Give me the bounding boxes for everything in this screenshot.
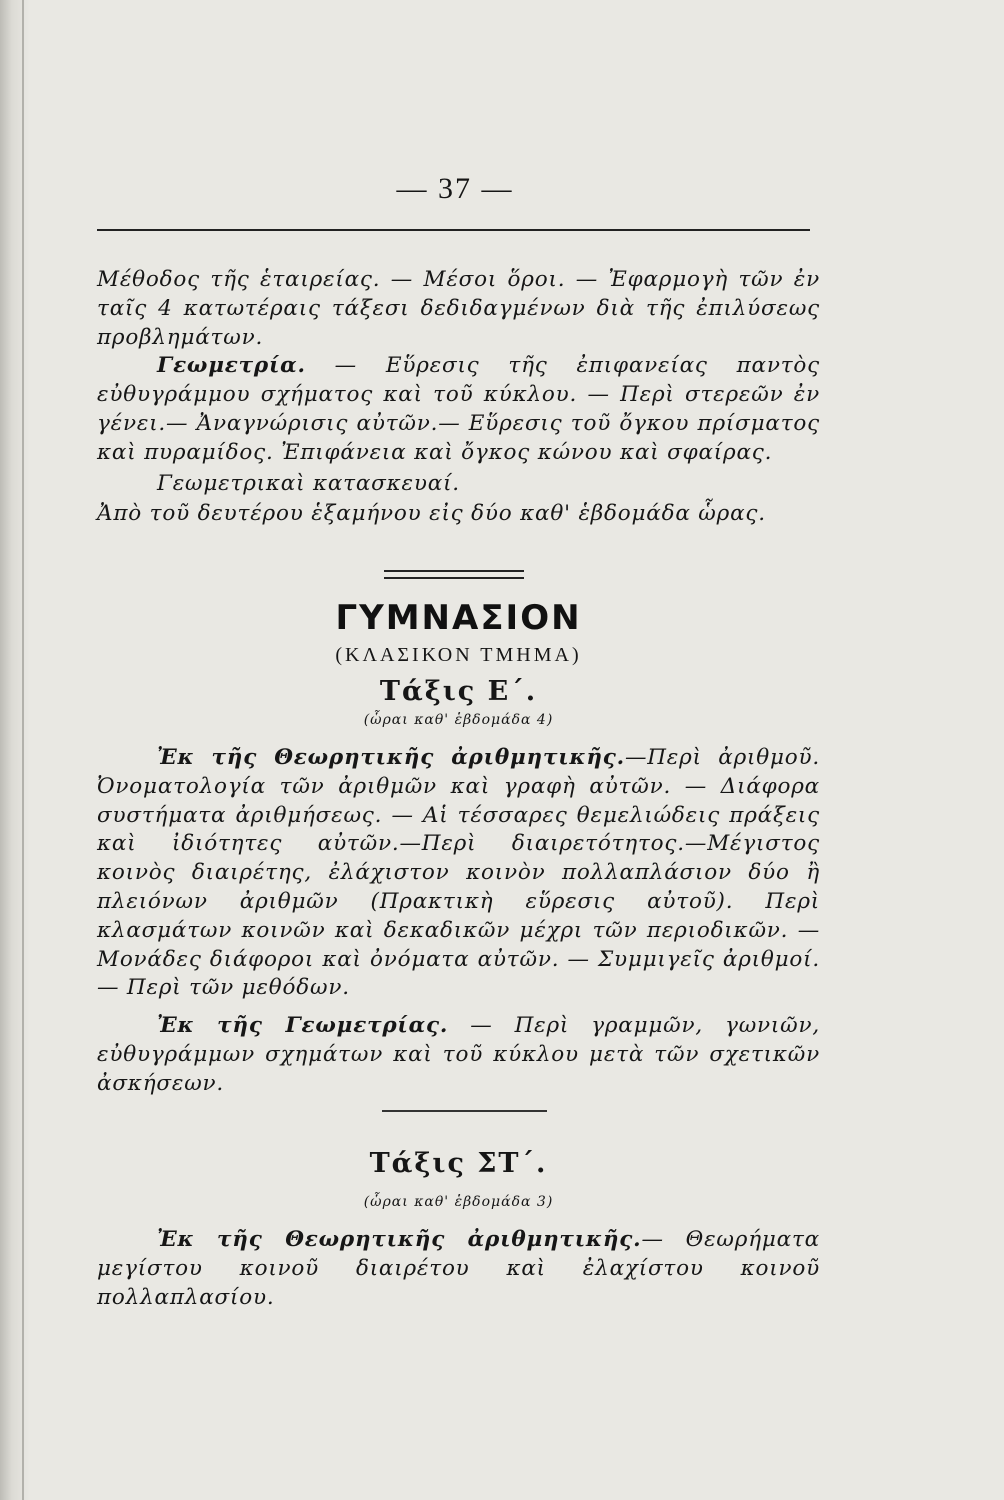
class-st-arithmetic-heading: Ἐκ τῆς Θεωρητικῆς ἀριθμητικῆς. (157, 1227, 642, 1252)
class-e-arithmetic (97, 744, 820, 1003)
paragraph-method: Μέθοδος τῆς ἑταιρείας. — Μέσοι ὅροι. — Ἐφαρμογὴ τῶν ἐν ταῖς 4 κατωτέραις τάξεσι δεδιδαγμένων διὰ τῆς ἐπιλύσεως προβλημάτων. (97, 267, 820, 350)
gymnasium-subtitle: (ΚΛΑΣΙΚΟΝ ΤΜΗΜΑ) (335, 644, 582, 666)
class-e-geometry (97, 1012, 820, 1098)
page-edge-shadow (0, 0, 30, 1500)
class-st-hours: (ὧραι καθ' ἑβδομάδα 3) (363, 1194, 554, 1210)
geometry-heading: Γεωμετρία. (157, 353, 306, 379)
class-e-geometry-text: — Περὶ γραμμῶν, γωνιῶν, εὐθυγράμμων σχημάτων καὶ τοῦ κύκλου μετὰ τῶν σχετικῶν ἀσκήσεων. (97, 1013, 820, 1096)
geometry-text: — Εὕρεσις τῆς ἐπιφανείας παντὸς εὐθυγράμμου σχήματος καὶ τοῦ κύκλου. — Περὶ στερεῶν ἐν γένει.— Ἀναγνώρισις αὐτῶν.— Εὕρεσις τοῦ ὄγκου πρίσματος καὶ πυραμίδος. Ἐπιφάνεια καὶ ὄγκος κώνου καὶ σφαίρας. (97, 353, 820, 465)
header-rule (97, 229, 810, 231)
paragraph-geometry (97, 352, 820, 467)
double-divider (384, 570, 524, 579)
paragraph-constructions: Γεωμετρικαὶ κατασκευαί. (157, 470, 460, 496)
page-number: — 37 — (396, 172, 514, 205)
class-st-content (97, 1226, 820, 1312)
class-e-hours: (ὧραι καθ' ἑβδομάδα 4) (363, 712, 554, 728)
page-edge-line (22, 0, 24, 1500)
section-divider (382, 1110, 547, 1112)
class-e-arithmetic-heading: Ἐκ τῆς Θεωρητικῆς ἀριθμητικῆς. (157, 745, 625, 770)
gymnasium-title: ΓΥΜΝΑΣΙΟΝ (335, 598, 582, 638)
class-e-title: Τάξις Ε΄. (379, 676, 538, 707)
section-block-1 (97, 266, 820, 529)
paragraph-schedule: Ἀπὸ τοῦ δευτέρου ἑξαμήνου εἰς δύο καθ' ἑβδομάδα ὧρας. (97, 501, 766, 527)
class-e-geometry-heading: Ἐκ τῆς Γεωμετρίας. (157, 1013, 449, 1039)
class-st-arithmetic (97, 1226, 820, 1312)
class-st-arithmetic-text: — Θεωρήματα μεγίστου κοινοῦ διαιρέτου καὶ ἐλαχίστου κοινοῦ πολλαπλασίου. (97, 1227, 820, 1310)
class-e-arithmetic-text: —Περὶ ἀριθμοῦ. Ὀνοματολογία τῶν ἀριθμῶν καὶ γραφὴ αὐτῶν. — Διάφορα συστήματα ἀριθμήσεως. — Αἱ τέσσαρες θεμελιώδεις πράξεις καὶ ἰδιότητες αὐτῶν.—Περὶ διαιρετότητος.—Μέγιστος κοινὸς διαιρέτης, ἐλάχιστον κοινὸν πολλαπλάσιον δύο ἢ πλειόνων ἀριθμῶν (Πρακτικὴ εὕρεσις αὐτοῦ). Περὶ κλασμάτων κοινῶν καὶ δεκαδικῶν μέχρι τῶν περιοδικῶν. — Μονάδες διάφοροι καὶ ὀνόματα αὐτῶν. — Συμμιγεῖς ἀριθμοί. — Περὶ τῶν μεθόδων. (97, 745, 820, 1001)
class-e-content (97, 744, 820, 1099)
class-st-title: Τάξις ΣΤ΄. (369, 1148, 548, 1179)
